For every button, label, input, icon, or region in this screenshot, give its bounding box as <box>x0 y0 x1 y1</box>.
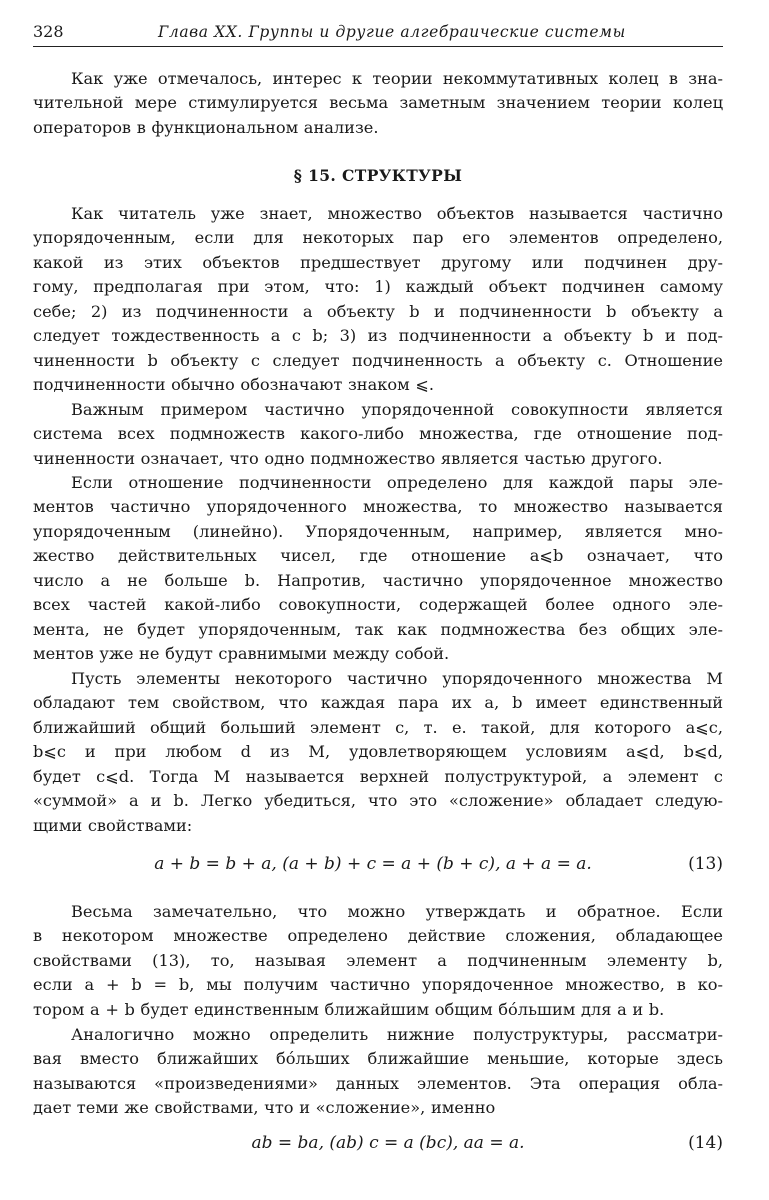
page-number: 328 <box>33 22 64 41</box>
text-line: чительной мере стимулируется весьма заметным значением теории колец <box>33 93 723 113</box>
paragraph-4 <box>33 667 723 838</box>
text-line: в некотором множестве определено действие сложения, обладающее <box>33 926 723 946</box>
intro-paragraph <box>33 67 723 140</box>
text-line: чиненности означает, что одно подмножество является частью другого. <box>33 448 663 468</box>
text-line: тором a + b будет единственным ближайшим общим бо́льшим для a и b. <box>33 999 665 1019</box>
formula-13 <box>33 851 723 877</box>
paragraph-2 <box>33 398 723 471</box>
text-line: щими свойствами: <box>33 815 193 835</box>
formula-14-expression: ab = ba, (ab) c = a (bc), aa = a. <box>251 1133 525 1153</box>
text-line: будет c⩽d. Тогда M называется верхней полуструктурой, а элемент c <box>33 766 723 786</box>
text-line: гому, предполагая при этом, что: 1) каждый объект подчинен самому <box>33 277 723 297</box>
text-line: чиненности b объекту c следует подчиненность a объекту c. Отношение <box>33 350 723 370</box>
text-line: вая вместо ближайших бо́льших ближайшие меньшие, которые здесь <box>33 1049 723 1069</box>
section-title: § 15. СТРУКТУРЫ <box>293 166 463 185</box>
text-line: обладают тем свойством, что каждая пара их a, b имеет единственный <box>33 693 723 713</box>
text-line: Важным примером частично упорядоченной совокупности является <box>71 400 723 419</box>
text-line: себе; 2) из подчиненности a объекту b и подчиненности b объекту a <box>33 301 723 321</box>
text-line: число a не больше b. Напротив, частично упорядоченное множество <box>33 570 723 590</box>
text-line: следует тождественность a с b; 3) из подчиненности a объекту b и под- <box>33 326 723 346</box>
text-line: называются «произведениями» данных элементов. Эта операция обла- <box>33 1073 723 1093</box>
text-line: если a + b = b, мы получим частично упорядоченное множество, в ко- <box>33 975 723 995</box>
text-line: упорядоченным (линейно). Упорядоченным, например, является мно- <box>33 521 723 541</box>
text-line: дает теми же свойствами, что и «сложение», именно <box>33 1098 496 1118</box>
text-line: всех частей какой-либо совокупности, содержащей более одного эле- <box>33 595 723 615</box>
paragraph-1 <box>33 202 723 398</box>
text-line: Пусть элементы некоторого частично упорядоченного множества M <box>71 669 723 688</box>
formula-13-number: (13) <box>688 854 723 874</box>
text-line: ментов частично упорядоченного множества, то множество называется <box>33 497 723 517</box>
text-line: «суммой» a и b. Легко убедиться, что это «сложение» обладает следую- <box>33 791 723 811</box>
text-line: b⩽c и при любом d из M, удовлетворяющем условиям a⩽d, b⩽d, <box>33 742 723 762</box>
text-line: Весьма замечательно, что можно утверждать и обратное. Если <box>71 902 723 921</box>
text-line: подчиненности обычно обозначают знаком ⩽. <box>33 375 435 395</box>
text-line: ближайший общий больший элемент c, т. е. такой, для которого a⩽c, <box>33 717 723 737</box>
page-header <box>33 22 723 47</box>
paragraph-5 <box>33 900 723 1022</box>
text-line: Аналогично можно определить нижние полуструктуры, рассматри- <box>71 1025 723 1044</box>
text-line: мента, не будет упорядоченным, так как подмножества без общих эле- <box>33 619 723 639</box>
formula-13-expression: a + b = b + a, (a + b) + c = a + (b + c), a + a = a. <box>154 854 592 874</box>
paragraph-6 <box>33 1023 723 1121</box>
text-line: какой из этих объектов предшествует другому или подчинен дру- <box>33 252 723 272</box>
text-line: ментов уже не будут сравнимыми между собой. <box>33 644 450 664</box>
text-line: жество действительных чисел, где отношение a⩽b означает, что <box>33 546 723 566</box>
text-line: операторов в функциональном анализе. <box>33 117 379 137</box>
text-line: Как читатель уже знает, множество объектов называется частично <box>71 204 723 223</box>
formula-14 <box>33 1130 723 1156</box>
text-line: свойствами (13), то, называя элемент a подчиненным элементу b, <box>33 950 723 970</box>
text-line: Если отношение подчиненности определено для каждой пары эле- <box>71 473 723 492</box>
formula-14-number: (14) <box>688 1133 723 1153</box>
running-title: Глава XX. Группы и другие алгебраические системы <box>158 23 626 41</box>
text-line: система всех подмножеств какого-либо множества, где отношение под- <box>33 424 723 444</box>
paragraph-3 <box>33 471 723 667</box>
text-line: Как уже отмечалось, интерес к теории некоммутативных колец в зна- <box>71 69 723 88</box>
text-line: упорядоченным, если для некоторых пар его элементов определено, <box>33 228 723 248</box>
